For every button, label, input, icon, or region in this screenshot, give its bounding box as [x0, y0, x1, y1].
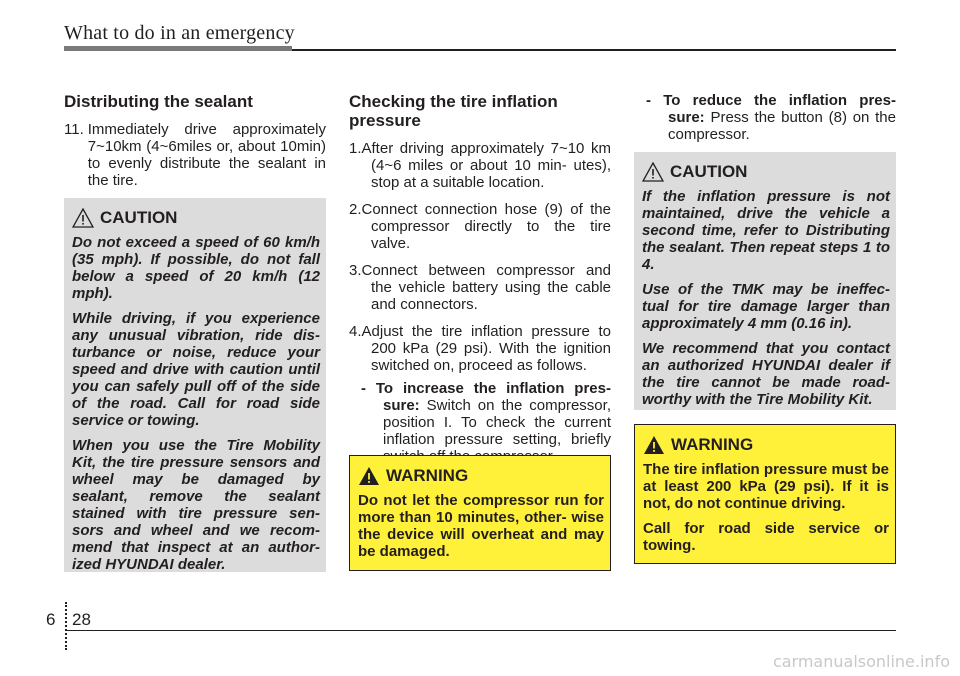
- step-2: 2.Connect connection hose (9) of the compressor directly to the tire valve.: [349, 201, 611, 252]
- step-11-text: Immediately drive approximately 7~10km (4~6miles or, about 10min) to evenly distribute the sealant in the tire.: [87, 121, 326, 189]
- increase-pressure-item: [349, 380, 611, 465]
- reduce-pressure-text: Press the button (8) on the compressor.: [668, 109, 896, 143]
- increase-pressure-text: Switch on the compressor, position I. To check the current inflation pressure setting, briefly: [383, 397, 611, 448]
- caution-paragraph-1: If the inflation pressure is not maintained, drive the vehicle a second time, refer to Distributing the sealant. Then repeat steps 1 to 4.: [642, 188, 890, 273]
- warning-title-row: [643, 435, 889, 455]
- caution-box-tmk: [634, 152, 896, 410]
- caution-paragraph-2: Use of the TMK may be ineffec- tual for tire damage larger than approximately 4 mm (0.16 in).: [642, 281, 890, 332]
- step-1: 1.After driving approximately 7~10 km (4~6 miles or about 10 min- utes), stop at a suitable location.: [349, 140, 611, 191]
- header-rule-thick: [64, 46, 292, 51]
- step-3: 3.Connect between compressor and the vehicle battery using the cable and connectors.: [349, 262, 611, 313]
- step-11: [64, 121, 326, 189]
- page-number-divider: [65, 602, 67, 650]
- increase-pressure-label: - To increase the inflation pres- sure:: [361, 380, 611, 414]
- column-reduce-pressure: [634, 92, 896, 143]
- step-11-number: 11.: [64, 121, 84, 138]
- caution-title-row: [642, 162, 890, 182]
- header-rule-thin: [292, 49, 896, 51]
- warning-paragraph-1: The tire inflation pressure must be at least 200 kPa (29 psi). If it is not, do not continue driving.: [643, 461, 889, 512]
- section-header-title: What to do in an emergency: [64, 22, 295, 44]
- watermark: carmanualsonline.info: [772, 652, 950, 671]
- reduce-pressure-label: - To reduce the inflation pres- sure:: [646, 92, 896, 126]
- caution-title: CAUTION: [100, 208, 178, 227]
- footer-rule: [65, 630, 896, 631]
- warning-paragraph-1: Do not let the compressor run for more than 10 minutes, other- wise the device will overheat and may be damaged.: [358, 492, 604, 560]
- reduce-pressure-item: [634, 92, 896, 143]
- warning-title: WARNING: [671, 435, 754, 454]
- caution-triangle-icon: [642, 162, 664, 182]
- warning-triangle-icon: [358, 466, 380, 486]
- warning-paragraph-2: Call for road side service or towing.: [643, 520, 889, 554]
- chapter-number: 6: [46, 610, 56, 629]
- heading-distributing-sealant: Distributing the sealant: [64, 92, 253, 111]
- step-4: 4.Adjust the tire inflation pressure to 200 kPa (29 psi). With the ignition switched on, proceed as follows.: [349, 323, 611, 374]
- caution-paragraph-3: We recommend that you contact an authorized HYUNDAI dealer if the tire cannot be made road- worthy with the Tire Mobility Kit.: [642, 340, 890, 408]
- caution-paragraph-2: While driving, if you experience any unusual vibration, ride dis- turbance or noise, reduce your speed and drive with caution until you can safely pull off of the side of the road. Call for road side service or towing.: [72, 310, 320, 429]
- caution-triangle-icon: [72, 208, 94, 228]
- caution-title-row: [72, 208, 320, 228]
- warning-box-pressure: [634, 424, 896, 564]
- column-distributing-sealant: [64, 92, 326, 189]
- heading-checking-pressure: Checking the tire inflation pressure: [349, 92, 558, 130]
- caution-title: CAUTION: [670, 162, 748, 181]
- caution-box-speed: [64, 198, 326, 572]
- caution-paragraph-3: When you use the Tire Mobility Kit, the tire pressure sensors and wheel may be damaged by sealant, remove the sealant stained with tire pressure sen- sors and wheel and we recom- mend that inspect at an author- ized HYUNDAI dealer.: [72, 437, 320, 573]
- caution-paragraph-1: Do not exceed a speed of 60 km/h (35 mph). If possible, do not fall below a speed of 20 km/h (12 mph).: [72, 234, 320, 302]
- warning-box-compressor: [349, 455, 611, 571]
- warning-title-row: [358, 466, 604, 486]
- warning-title: WARNING: [386, 466, 469, 485]
- page-number: 28: [72, 610, 91, 629]
- warning-triangle-icon: [643, 435, 665, 455]
- column-checking-pressure: [349, 92, 611, 465]
